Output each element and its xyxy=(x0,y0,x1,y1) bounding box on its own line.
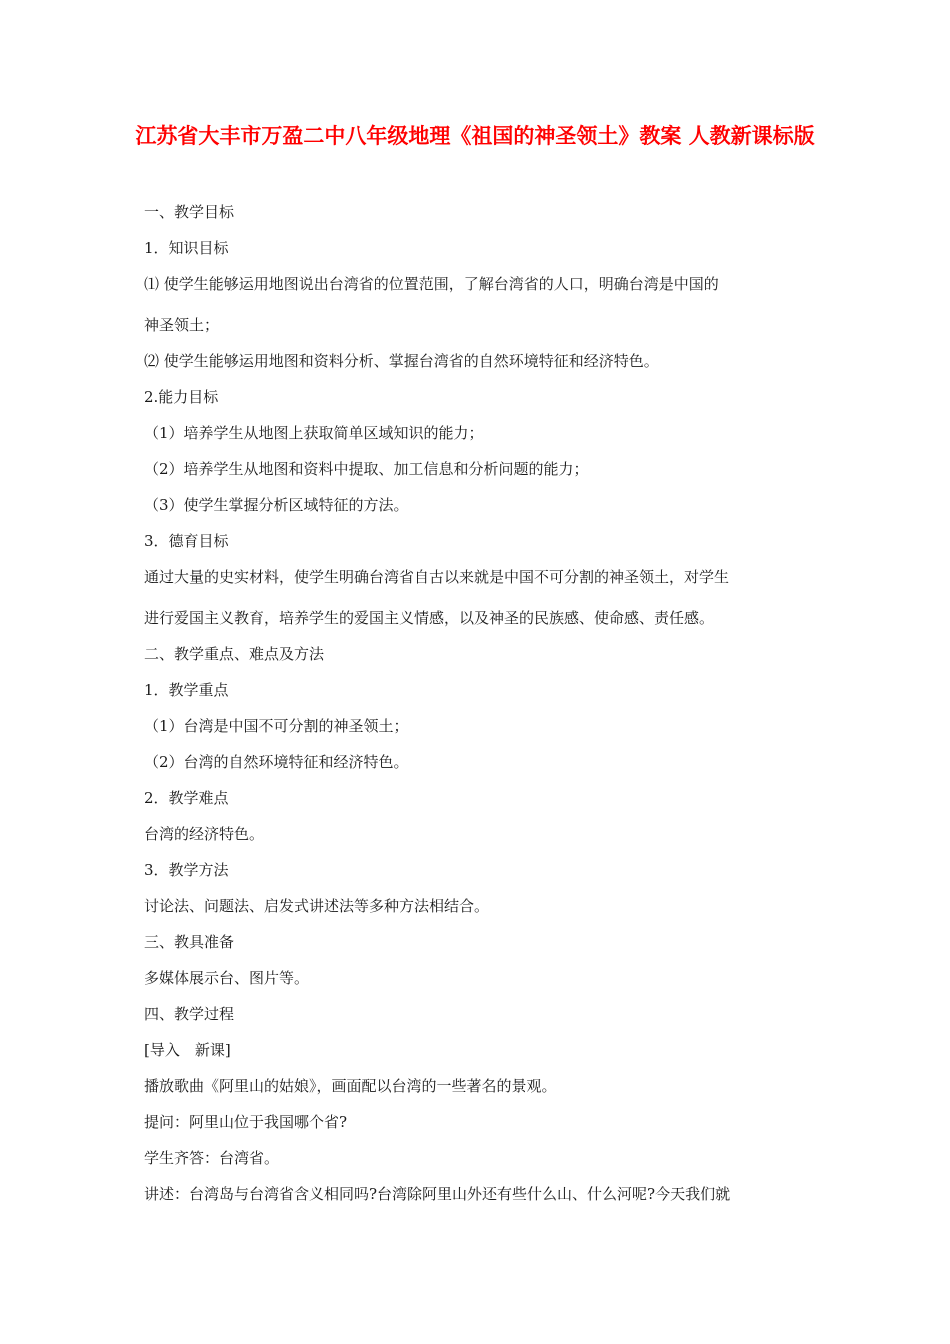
section-heading-teaching-goals: 一、教学目标 xyxy=(144,203,235,221)
paragraph-line: ⑵ 使学生能够运用地图和资料分析、掌握台湾省的自然环境特征和经济特色。 xyxy=(144,352,659,370)
section-heading-teaching-process: 四、教学过程 xyxy=(144,1005,235,1023)
paragraph-line: 播放歌曲《阿里山的姑娘》，画面配以台湾的一些著名的景观。 xyxy=(144,1077,557,1095)
paragraph-line: （1）培养学生从地图上获取简单区域知识的能力； xyxy=(144,424,484,442)
subheading-teaching-methods: 3．教学方法 xyxy=(144,861,229,879)
paragraph-line: （2）培养学生从地图和资料中提取、加工信息和分析问题的能力； xyxy=(144,460,589,478)
subheading-teaching-difficulty: 2．教学难点 xyxy=(144,789,229,807)
paragraph-line: 讲述：台湾岛与台湾省含义相同吗?台湾除阿里山外还有些什么山、什么河呢?今天我们就 xyxy=(144,1185,731,1203)
subheading-teaching-focus: 1．教学重点 xyxy=(144,681,229,699)
subheading-ability-goals: 2.能力目标 xyxy=(144,388,219,406)
document-body xyxy=(144,198,812,1216)
subheading-knowledge-goals: 1．知识目标 xyxy=(144,239,229,257)
paragraph-line: （3）使学生掌握分析区域特征的方法。 xyxy=(144,496,409,514)
section-heading-key-points: 二、教学重点、难点及方法 xyxy=(144,645,325,663)
section-heading-teaching-aids: 三、教具准备 xyxy=(144,933,235,951)
paragraph-line: 神圣领土； xyxy=(144,316,220,334)
subheading-introduction: [导入 新课] xyxy=(144,1041,231,1059)
paragraph-line: 讨论法、问题法、启发式讲述法等多种方法相结合。 xyxy=(144,897,490,915)
paragraph-line: ⑴ 使学生能够运用地图说出台湾省的位置范围，了解台湾省的人口，明确台湾是中国的 xyxy=(144,275,719,293)
paragraph-line: 学生齐答：台湾省。 xyxy=(144,1149,280,1167)
paragraph-line: 进行爱国主义教育，培养学生的爱国主义情感，以及神圣的民族感、使命感、责任感。 xyxy=(144,609,715,627)
paragraph-line: 台湾的经济特色。 xyxy=(144,825,265,843)
paragraph-line: （2）台湾的自然环境特征和经济特色。 xyxy=(144,753,409,771)
paragraph-line: 提问：阿里山位于我国哪个省? xyxy=(144,1113,348,1131)
document-title: 江苏省大丰市万盈二中八年级地理《祖国的神圣领土》教案 人教新课标版 xyxy=(135,124,815,148)
paragraph-line: 多媒体展示台、图片等。 xyxy=(144,969,310,987)
paragraph-line: （1）台湾是中国不可分割的神圣领土； xyxy=(144,717,409,735)
subheading-moral-goals: 3．德育目标 xyxy=(144,532,229,550)
paragraph-line: 通过大量的史实材料，使学生明确台湾省自古以来就是中国不可分割的神圣领土，对学生 xyxy=(144,568,730,586)
